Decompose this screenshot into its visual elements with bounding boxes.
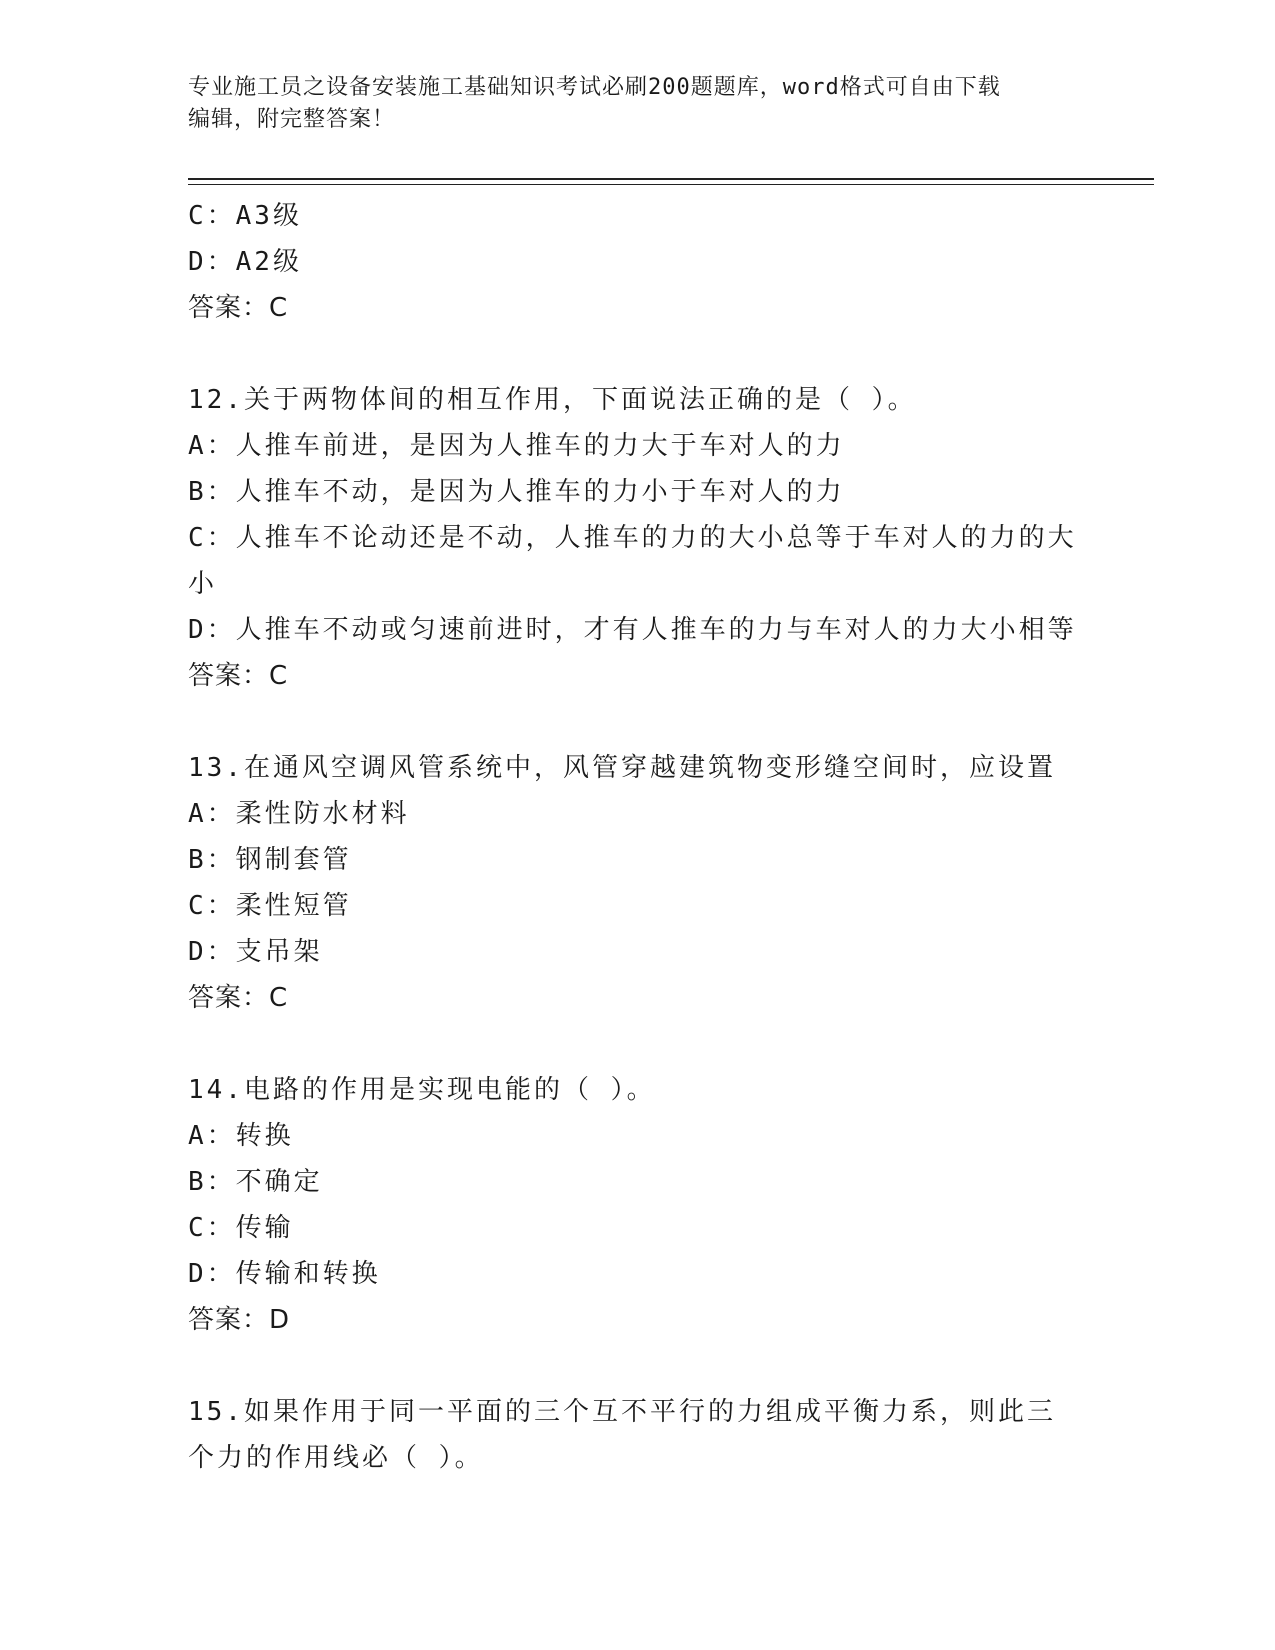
option-b bbox=[188, 837, 1088, 883]
question-stem: 如果作用于同一平面的三个互不平行的力组成平衡力系，则此三个力的作用线必（ ）。 bbox=[188, 1397, 1056, 1473]
option-c bbox=[188, 515, 1078, 607]
question-stem: 在通风空调风管系统中，风管穿越建筑物变形缝空间时，应设置 bbox=[243, 753, 1056, 783]
option-label: A： bbox=[188, 799, 236, 829]
option-d bbox=[188, 1251, 1088, 1297]
option-text: 人推车不论动还是不动，人推车的力的大小总等于车对人的力的大小 bbox=[188, 523, 1077, 599]
option-text: 人推车不动或匀速前进时，才有人推车的力与车对人的力大小相等 bbox=[235, 615, 1077, 645]
option-text: A2级 bbox=[235, 247, 302, 277]
question-stem: 关于两物体间的相互作用，下面说法正确的是（ ）。 bbox=[243, 385, 917, 415]
option-a bbox=[188, 1113, 1088, 1159]
option-text: 传输和转换 bbox=[235, 1259, 381, 1289]
option-text: 柔性短管 bbox=[235, 891, 352, 921]
question-text bbox=[188, 745, 1078, 791]
option-text: A3级 bbox=[235, 201, 302, 231]
option-text: 人推车前进，是因为人推车的力大于车对人的力 bbox=[235, 431, 845, 461]
question-number: 12. bbox=[188, 385, 244, 415]
spacer bbox=[188, 331, 1088, 377]
question-15 bbox=[188, 1389, 1088, 1481]
question-14 bbox=[188, 1067, 1088, 1343]
answer-line: 答案：C bbox=[188, 983, 289, 1013]
option-label: C： bbox=[188, 1213, 236, 1243]
option-label: D： bbox=[188, 1259, 236, 1289]
question-stem: 电路的作用是实现电能的（ ）。 bbox=[243, 1075, 656, 1105]
answer-line: 答案：D bbox=[188, 1305, 291, 1335]
question-text bbox=[188, 1067, 1078, 1113]
question-number: 13. bbox=[188, 753, 244, 783]
option-b bbox=[188, 469, 1088, 515]
option-d bbox=[188, 239, 1088, 285]
option-text: 钢制套管 bbox=[235, 845, 352, 875]
option-c bbox=[188, 1205, 1088, 1251]
option-c bbox=[188, 193, 1088, 239]
option-text: 支吊架 bbox=[235, 937, 323, 967]
option-label: A： bbox=[188, 431, 236, 461]
document-header bbox=[188, 72, 1088, 136]
question-13 bbox=[188, 745, 1088, 1021]
spacer bbox=[188, 1343, 1088, 1389]
header-title-line-1: 专业施工员之设备安装施工基础知识考试必刷200题题库，word格式可自由下载 bbox=[188, 75, 1001, 100]
option-label: C： bbox=[188, 523, 236, 553]
option-label: B： bbox=[188, 845, 236, 875]
option-label: C： bbox=[188, 201, 236, 231]
option-a bbox=[188, 791, 1088, 837]
spacer bbox=[188, 1021, 1088, 1067]
option-b bbox=[188, 1159, 1088, 1205]
answer-line: 答案：C bbox=[188, 661, 289, 691]
option-a bbox=[188, 423, 1088, 469]
answer-line: 答案：C bbox=[188, 293, 289, 323]
option-label: A： bbox=[188, 1121, 236, 1151]
question-number: 14. bbox=[188, 1075, 244, 1105]
option-c bbox=[188, 883, 1088, 929]
question-number: 15. bbox=[188, 1397, 244, 1427]
option-text: 人推车不动，是因为人推车的力小于车对人的力 bbox=[235, 477, 845, 507]
option-label: D： bbox=[188, 615, 236, 645]
option-d bbox=[188, 607, 1088, 653]
question-text bbox=[188, 1389, 1078, 1481]
question-text bbox=[188, 377, 1078, 423]
option-text: 不确定 bbox=[235, 1167, 323, 1197]
option-d bbox=[188, 929, 1088, 975]
option-label: D： bbox=[188, 937, 236, 967]
option-label: B： bbox=[188, 1167, 236, 1197]
header-rule-thin bbox=[188, 184, 1154, 185]
option-label: C： bbox=[188, 891, 236, 921]
option-label: B： bbox=[188, 477, 236, 507]
question-11-continuation bbox=[188, 193, 1088, 331]
question-12 bbox=[188, 377, 1088, 699]
option-label: D： bbox=[188, 247, 236, 277]
spacer bbox=[188, 699, 1088, 745]
option-text: 传输 bbox=[235, 1213, 294, 1243]
header-title-line-2: 编辑，附完整答案！ bbox=[188, 107, 396, 132]
option-text: 转换 bbox=[235, 1121, 294, 1151]
header-rule-thick bbox=[188, 178, 1154, 180]
question-list bbox=[188, 193, 1088, 1481]
option-text: 柔性防水材料 bbox=[235, 799, 410, 829]
